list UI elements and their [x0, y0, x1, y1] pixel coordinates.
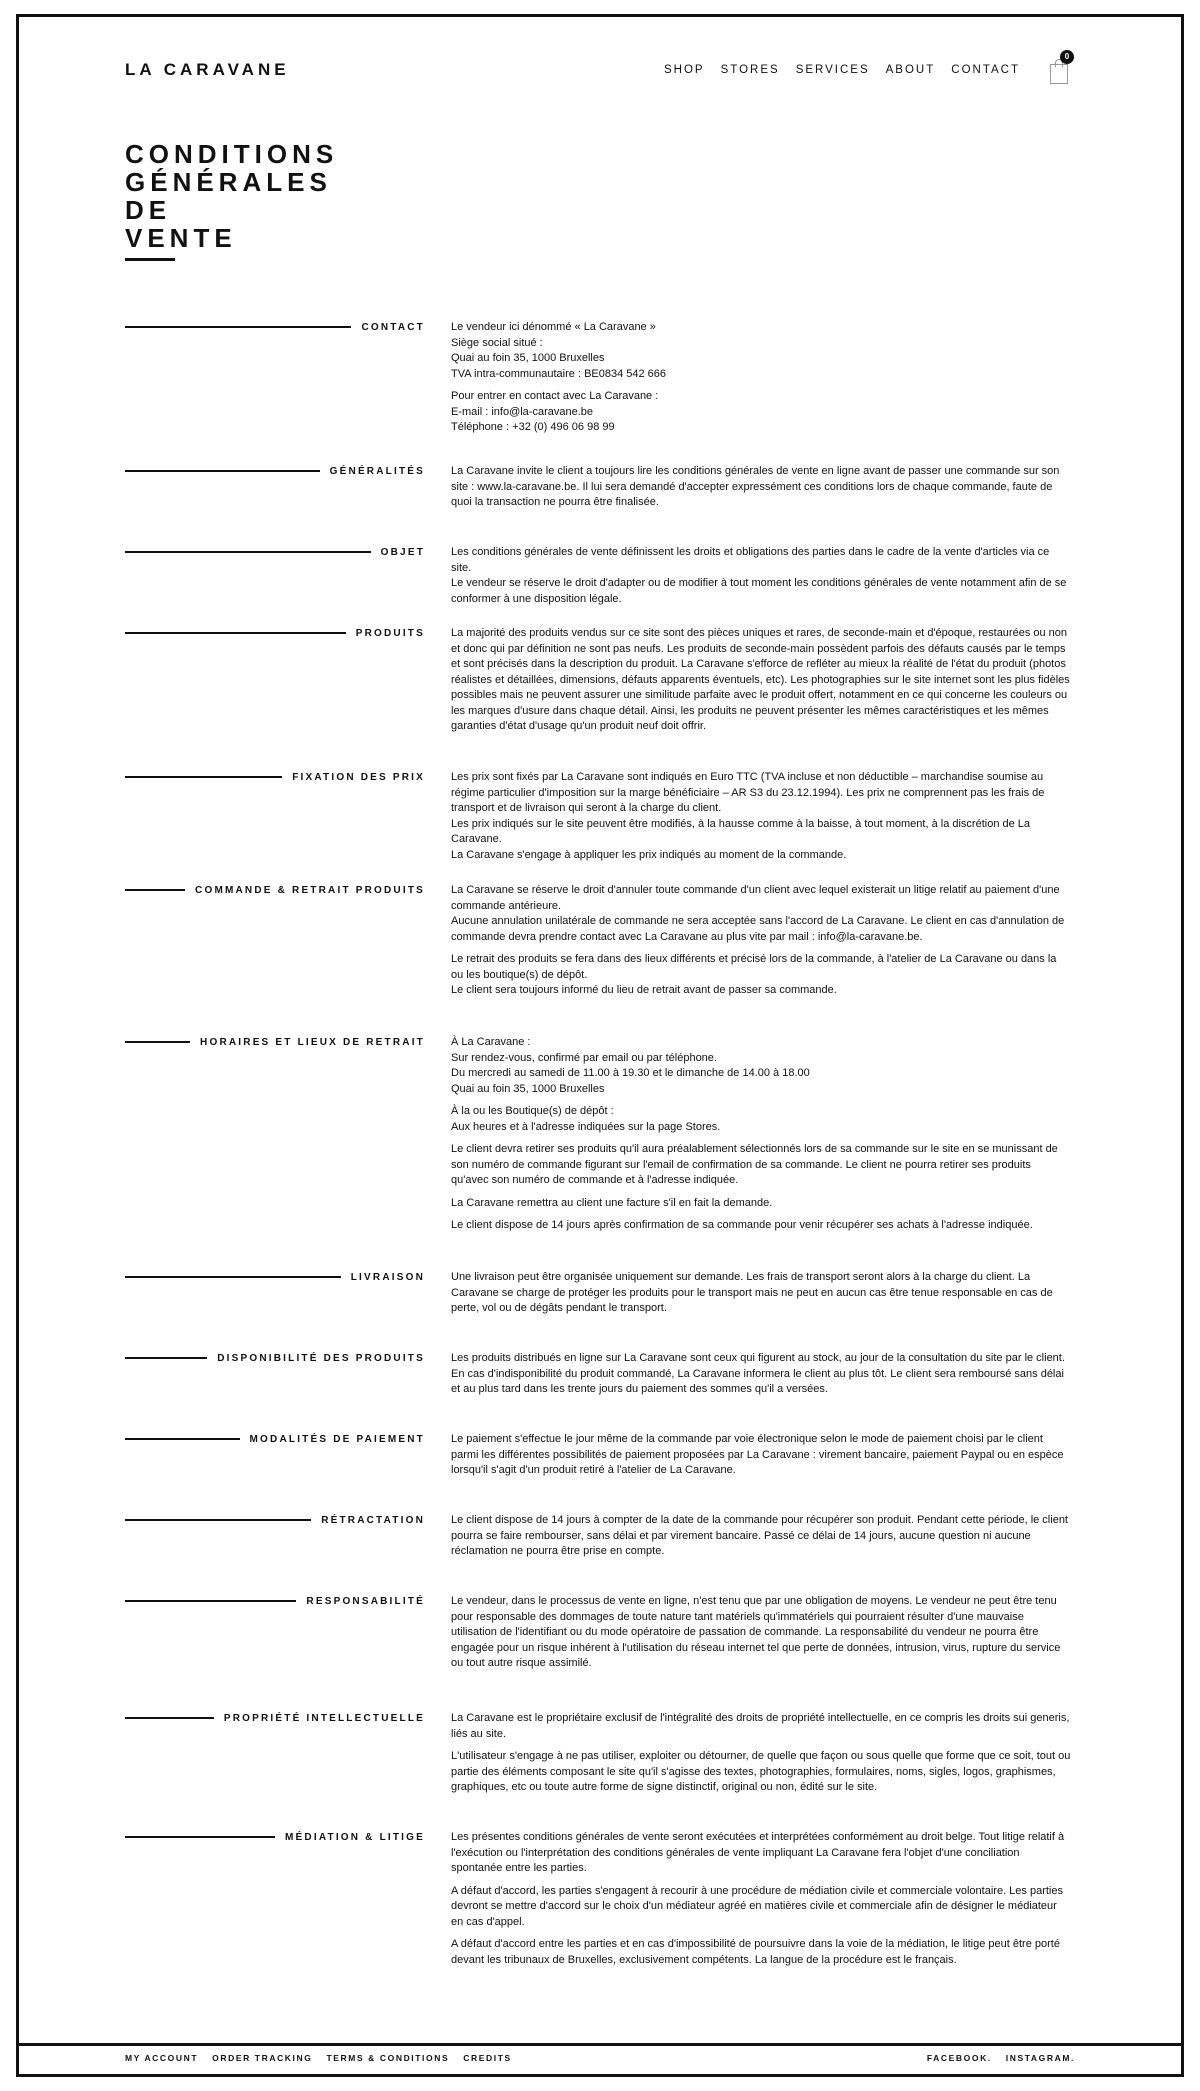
paragraph-line: Le client dispose de 14 jours à compter de la date de la commande pour récupérer son produit. Pendant cette période, le client pourra se faire rembourser, sans délai et par virement bancaire. Passé ce délai de 14 jours, aucune question ni aucune réclamation ne pourra être prise en compte. [451, 1514, 1068, 1557]
page-title-line: GÉNÉRALES [125, 167, 332, 197]
section-paragraph [451, 1830, 1071, 1877]
paragraph-line: La majorité des produits vendus sur ce site sont des pièces uniques et rares, de seconde-main et d'époque, restaurées ou non et donc qui par définition ne sont pas neufs. Les produits de seconde-main possèdent parfois des défauts causés par le temps et sont précisés dans la description du produit. La Caravane s'efforce de refléter au mieux la réalité de l'état du produit (photos réalistes et détaillées, dimensions, défauts apparents éventuels, etc). Les photographies sur le site internet sont les plus fidèles possibles mais ne peuvent assurer une similitude parfaite avec le produit offert, notamment en ce qui concerne les couleurs ou les marques d'usure dans chaque détail. Ainsi, les produits ne peuvent présenter les mêmes caractéristiques et les mêmes garanties d'état d'usage qu'un produit neuf doit offrir. [451, 627, 1070, 732]
section-paragraph [451, 464, 1071, 511]
section-rule [125, 632, 346, 634]
footer-facebook[interactable]: FACEBOOK. [926, 2053, 992, 2063]
section-body [451, 1594, 1071, 1672]
section-body [451, 545, 1071, 607]
paragraph-line: Le client dispose de 14 jours après confirmation de sa commande pour venir récupérer ses achats à l'adresse indiquée. [451, 1219, 1033, 1231]
section-rule [125, 1717, 214, 1719]
section-label: MODALITÉS DE PAIEMENT [249, 1433, 425, 1445]
section-heading [125, 626, 425, 640]
cart-button[interactable] [1048, 52, 1070, 84]
section-body [451, 883, 1071, 999]
section-paragraph [451, 1035, 1071, 1097]
section-body [451, 1830, 1071, 1968]
paragraph-line: Siège social situé : [451, 336, 543, 349]
section-paragraph [451, 1937, 1071, 1968]
section-rule [125, 1357, 207, 1359]
paragraph-line: La Caravane se réserve le droit d'annuler toute commande d'un client avec lequel existerait un litige relatif au paiement d'une commande antérieure. [451, 884, 1060, 912]
paragraph-line: Les prix sont fixés par La Caravane sont indiqués en Euro TTC (TVA incluse et non déductible – marchandise soumise au régime particulier d'imposition sur la marge bénéficiaire – AR S3 du 23.12.1994). Les prix ne comprennent pas les frais de transport et de livraison qui seront à la charge du client. [451, 771, 1045, 814]
section-heading [125, 770, 425, 784]
paragraph-line: La Caravane invite le client a toujours lire les conditions générales de vente en ligne avant de passer une commande sur son site : www.la-caravane.be. Il lui sera demandé d'accepter expressément ces conditions lors de chaque commande, faute de quoi la transaction ne pourra être finalisée. [451, 465, 1060, 508]
section-paragraph [451, 1884, 1071, 1931]
section-rule [125, 1600, 296, 1602]
section-label: PROPRIÉTÉ INTELLECTUELLE [223, 1712, 425, 1724]
page-title-line: CONDITIONS [125, 139, 339, 169]
section-heading [125, 545, 425, 559]
section-label: GÉNÉRALITÉS [329, 465, 425, 477]
footer-divider [16, 2043, 1184, 2046]
section-paragraph [451, 1270, 1071, 1317]
section-paragraph [451, 1432, 1071, 1479]
footer-terms[interactable]: TERMS & CONDITIONS [326, 2053, 450, 2063]
paragraph-line: Le client devra retirer ses produits qu'il aura préalablement sélectionnés lors de sa commande sur le site en se munissant de son numéro de commande figurant sur l'email de confirmation de sa commande. Le client ne pourra retirer ses produits qu'avec son numéro de commande et à l'adresse indiquée. [451, 1143, 1058, 1186]
paragraph-line: Quai au foin 35, 1000 Bruxelles [451, 1082, 605, 1095]
nav-stores[interactable]: STORES [720, 64, 780, 76]
section-rule [125, 326, 351, 328]
section-rule [125, 889, 185, 891]
section-paragraph [451, 389, 1071, 436]
section-rule [125, 1041, 190, 1043]
section-paragraph [451, 545, 1071, 607]
section-heading [125, 1351, 425, 1365]
footer-instagram[interactable]: INSTAGRAM. [1005, 2053, 1075, 2063]
section-body [451, 626, 1071, 735]
section-label: COMMANDE & RETRAIT PRODUITS [195, 884, 425, 896]
paragraph-line: La Caravane s'engage à appliquer les prix indiqués au moment de la commande. [451, 848, 847, 861]
footer-links [125, 2053, 512, 2063]
paragraph-line: Une livraison peut être organisée uniquement sur demande. Les frais de transport seront alors à la charge du client. La Caravane se charge de protéger les produits pour le transport mais ne peut en aucun cas être tenue responsable en cas de perte, vol ou de dégâts pendant le transport. [451, 1271, 1053, 1314]
site-header [125, 52, 1070, 88]
paragraph-line: Aucune annulation unilatérale de commande ne sera acceptée sans l'accord de La Caravane. Le client en cas d'annulation de commande devra prendre contact avec La Caravane au plus vite par mail : info@la-caravane.be. [451, 915, 1065, 943]
paragraph-line: E-mail : info@la-caravane.be [451, 405, 594, 418]
paragraph-line: Le client sera toujours informé du lieu de retrait avant de passer sa commande. [451, 984, 837, 996]
footer-social [927, 2053, 1075, 2063]
section-label: RÉTRACTATION [321, 1514, 425, 1526]
section-body [451, 1513, 1071, 1560]
paragraph-line: À la ou les Boutique(s) de dépôt : [451, 1105, 614, 1117]
section-body [451, 1351, 1071, 1398]
section-rule [125, 1276, 341, 1278]
section-label: MÉDIATION & LITIGE [285, 1831, 425, 1843]
page-title-line: DE [125, 195, 172, 225]
paragraph-line: Quai au foin 35, 1000 Bruxelles [451, 352, 605, 364]
section-body [451, 770, 1071, 863]
section-heading [125, 1035, 425, 1049]
section-heading [125, 1594, 425, 1608]
section-heading [125, 1432, 425, 1446]
shopping-bag-body [1050, 64, 1068, 84]
nav-services[interactable]: SERVICES [795, 64, 870, 76]
page-title-line: VENTE [125, 223, 237, 253]
footer-credits[interactable]: CREDITS [463, 2053, 512, 2063]
section-heading [125, 1270, 425, 1284]
paragraph-line: L'utilisateur s'engage à ne pas utiliser, exploiter ou détourner, de quelle que façon ou sous quelle que forme que ce soit, tout ou partie des éléments composant le site qu'il s'agisse des textes, photographies, formulaires, noms, sigles, logos, graphismes, graphiques, etc ou toute autre forme de signe distinctif, original ou non, édité sur le site. [451, 1750, 1071, 1793]
paragraph-line: Le vendeur se réserve le droit d'adapter ou de modifier à tout moment les conditions générales de vente notamment afin de se conformer à une disposition légale. [451, 577, 1067, 605]
section-rule [125, 551, 371, 553]
section-body [451, 1711, 1071, 1796]
section-paragraph [451, 1104, 1071, 1135]
section-label: FIXATION DES PRIX [292, 771, 425, 783]
nav-about[interactable]: ABOUT [885, 64, 936, 76]
section-heading [125, 883, 425, 897]
section-label: PRODUITS [355, 627, 425, 639]
section-label: CONTACT [361, 321, 425, 333]
paragraph-line: TVA intra-communautaire : BE0834 542 666 [451, 367, 667, 380]
section-rule [125, 776, 282, 778]
section-heading [125, 1711, 425, 1725]
main-nav [664, 64, 1020, 76]
paragraph-line: Le paiement s'effectue le jour même de la commande par voie électronique selon le mode de paiement choisi par le client parmi les différentes possibilités de paiement proposées par La Caravane : virement bancaire, paiement Paypal ou en espèce lorsqu'il s'agit d'un produit retiré à l'atelier de La Caravane. [451, 1433, 1064, 1476]
section-paragraph [451, 770, 1071, 863]
section-body [451, 320, 1071, 436]
paragraph-line: Les produits distribués en ligne sur La Caravane sont ceux qui figurent au stock, au jour de la consultation du site par le client. En cas d'indisponibilité du produit commandé, La Caravane informera le client au plus tôt. Le client sera remboursé sans délai et au plus tard dans les trente jours du paiement des sommes qu'il a versées. [451, 1352, 1065, 1395]
section-paragraph [451, 883, 1071, 945]
section-heading [125, 1513, 425, 1527]
paragraph-line: Le vendeur, dans le processus de vente en ligne, n'est tenu que par une obligation de moyens. Le vendeur ne peut être tenu pour responsable des dommages de toute nature tant matériels qu'immatériels qui pourraient résulter d'une mauvaise utilisation de l'identifiant ou du mode opératoire de passation de commande. La responsabilité du vendeur ne pourra être engagée pour un risque inhérent à l'utilisation du réseau internet tel que perte de données, intrusion, virus, rupture du service ou tout autre risque assimilé. [451, 1595, 1061, 1669]
section-paragraph [451, 1351, 1071, 1398]
section-body [451, 1035, 1071, 1234]
paragraph-line: Pour entrer en contact avec La Caravane : [451, 390, 659, 402]
section-body [451, 1270, 1071, 1317]
paragraph-line: La Caravane remettra au client une facture s'il en fait la demande. [451, 1196, 773, 1209]
section-paragraph [451, 1594, 1071, 1672]
paragraph-line: Les présentes conditions générales de vente seront exécutées et interprétées conformément au droit belge. Tout litige relatif à l'exécution ou l'interprétation des conditions générales de vente impliquant La Caravane fera l'objet d'une conciliation spontanée entre les parties. [451, 1831, 1065, 1874]
section-paragraph [451, 1711, 1071, 1742]
section-label: HORAIRES ET LIEUX DE RETRAIT [200, 1036, 425, 1048]
section-heading [125, 320, 425, 334]
section-label: OBJET [380, 546, 425, 558]
site-logo[interactable]: LA CARAVANE [125, 60, 290, 79]
site-footer [125, 2053, 1075, 2067]
title-underline [125, 258, 175, 261]
page-title [125, 140, 425, 252]
section-heading [125, 464, 425, 478]
section-paragraph [451, 320, 1071, 382]
paragraph-line: Le vendeur ici dénommé « La Caravane » [451, 321, 656, 333]
section-rule [125, 1519, 311, 1521]
section-label: LIVRAISON [350, 1271, 425, 1283]
paragraph-line: Du mercredi au samedi de 11.00 à 19.30 et le dimanche de 14.00 à 18.00 [451, 1067, 810, 1079]
paragraph-line: Sur rendez-vous, confirmé par email ou par téléphone. [451, 1051, 717, 1064]
section-rule [125, 1438, 240, 1440]
section-rule [125, 470, 320, 472]
paragraph-line: Les prix indiqués sur le site peuvent être modifiés, à la hausse comme à la baisse, à tout moment, à la discrétion de La Caravane. [451, 817, 1031, 845]
section-paragraph [451, 952, 1071, 999]
section-paragraph [451, 1218, 1071, 1234]
section-paragraph [451, 1196, 1071, 1212]
paragraph-line: À La Caravane : [451, 1036, 531, 1048]
nav-contact[interactable]: CONTACT [951, 64, 1020, 76]
paragraph-line: Téléphone : +32 (0) 496 06 98 99 [451, 421, 615, 433]
paragraph-line: A défaut d'accord entre les parties et en cas d'impossibilité de poursuivre dans la voie de la médiation, le litige peut être porté devant les tribunaux de Bruxelles, exclusivement compétents. La langue de la procédure est le français. [451, 1938, 1060, 1966]
paragraph-line: Aux heures et à l'adresse indiquées sur la page Stores. [451, 1120, 721, 1133]
footer-order-tracking[interactable]: ORDER TRACKING [212, 2053, 313, 2063]
paragraph-line: Le retrait des produits se fera dans des lieux différents et précisé lors de la commande, à l'atelier de La Caravane ou dans la ou les boutique(s) de dépôt. [451, 953, 1057, 981]
section-heading [125, 1830, 425, 1844]
section-rule [125, 1836, 275, 1838]
section-paragraph [451, 1513, 1071, 1560]
section-body [451, 464, 1071, 511]
section-paragraph [451, 1142, 1071, 1189]
footer-my-account[interactable]: MY ACCOUNT [125, 2053, 199, 2063]
nav-shop[interactable]: SHOP [664, 64, 705, 76]
section-label: DISPONIBILITÉ DES PRODUITS [217, 1352, 425, 1364]
section-paragraph [451, 626, 1071, 735]
section-label: RESPONSABILITÉ [306, 1595, 425, 1607]
paragraph-line: Les conditions générales de vente définissent les droits et obligations des parties dans le cadre de la vente d'articles via ce site. [451, 546, 1050, 574]
cart-count-badge: 0 [1060, 50, 1074, 64]
section-body [451, 1432, 1071, 1479]
paragraph-line: La Caravane est le propriétaire exclusif de l'intégralité des droits de propriété intellectuelle, en ce compris les droits sui generis, liés au site. [451, 1712, 1070, 1740]
paragraph-line: A défaut d'accord, les parties s'engagent à recourir à une procédure de médiation civile et commerciale volontaire. Les parties devront se mettre d'accord sur le choix d'un médiateur agréé en matières civile et commerciale afin de désigner le médiateur en cas d'appel. [451, 1884, 1063, 1928]
section-paragraph [451, 1749, 1071, 1796]
